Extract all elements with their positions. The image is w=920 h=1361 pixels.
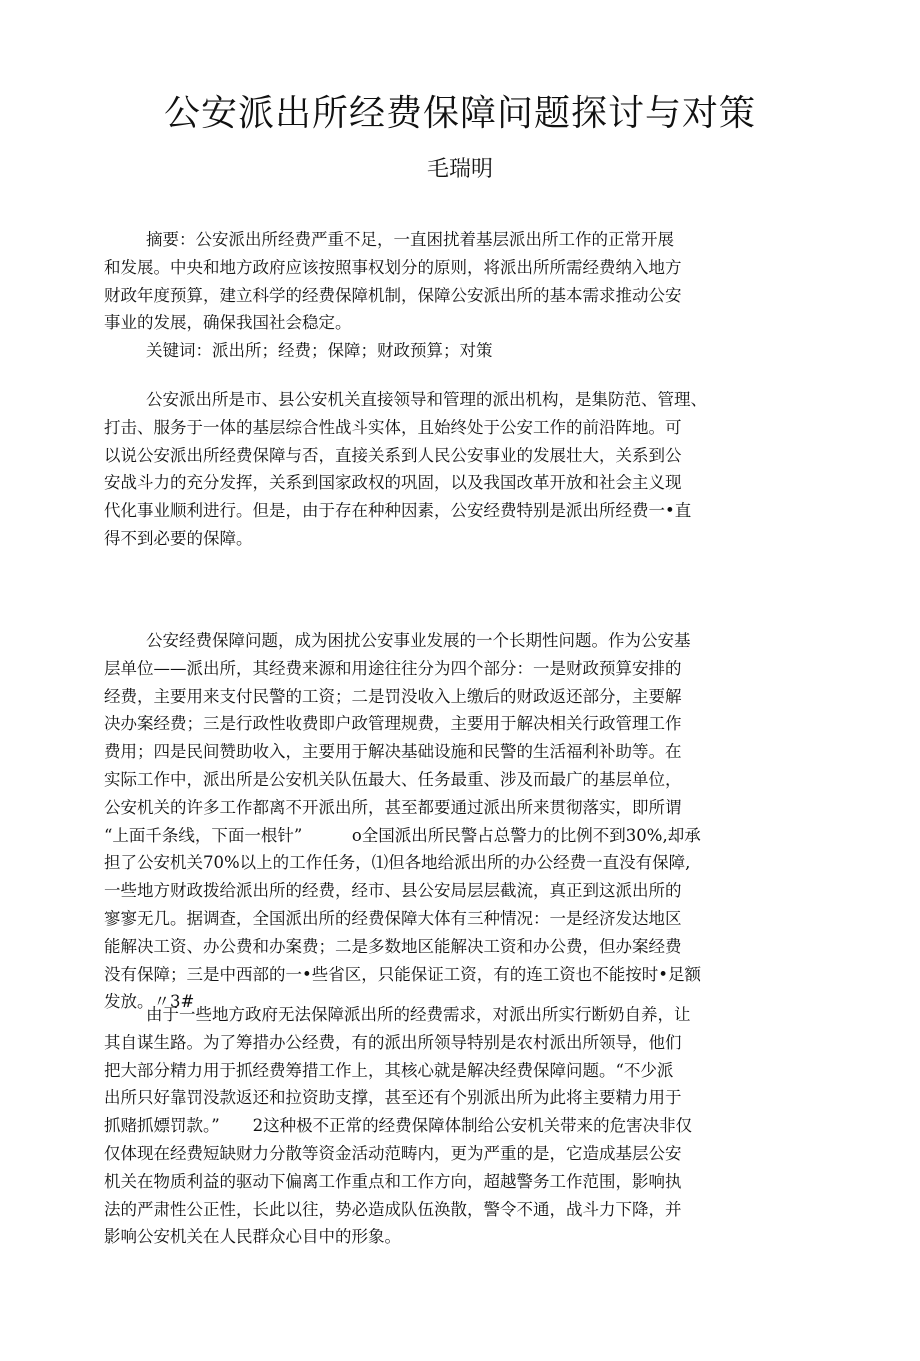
abstract-line: 事业的发展，确保我国社会稳定。: [104, 313, 352, 333]
paragraph-line: 仅体现在经费短缺财力分散等资金活动范畴内，更为严重的是，它造成基层公安: [104, 1143, 682, 1163]
paragraph-line: 决办案经费；三是行政性收费即户政管理规费，主要用于解决相关行政管理工作: [104, 714, 682, 734]
paragraph-line: 公安派出所是市、县公安机关直接领导和管理的派出机构，是集防范、管理、: [146, 390, 707, 409]
document-title: 公安派出所经费保障问题探讨与对策: [163, 93, 756, 134]
paragraph-line: 发放。〃3#: [104, 992, 195, 1012]
paragraph-line: 机关在物质利益的驱动下偏离工作重点和工作方向，超越警务工作范围，影响执: [104, 1171, 682, 1191]
paragraph-line: 公安机关的许多工作都离不开派出所，甚至都要通过派出所来贯彻落实，即所谓: [104, 797, 682, 817]
abstract-block: [104, 226, 820, 365]
paragraph-line: 得不到必要的保障。: [104, 528, 253, 548]
paragraph-line: 影响公安机关在人民群众心目中的形象。: [104, 1227, 401, 1247]
paragraph-3: [104, 1001, 820, 1251]
paragraph-line: 以说公安派出所经费保障与否，直接关系到人民公安事业的发展壮大，关系到公: [104, 445, 682, 465]
paragraph-line: 把大部分精力用于抓经费筹措工作上，其核心就是解决经费保障问题。“不少派: [104, 1060, 674, 1080]
paragraph-line: 费用；四是民间赞助收入，主要用于解决基础设施和民警的生活福利补助等。在: [104, 742, 682, 762]
author-name: 毛瑞明: [426, 157, 493, 182]
paragraph-line: 安战斗力的充分发挥，关系到国家政权的巩固，以及我国改革开放和社会主义现: [104, 473, 682, 493]
paragraph-line: 由于一些地方政府无法保障派出所的经费需求，对派出所实行断奶自养，让: [146, 1005, 691, 1024]
paragraph-line: 打击、服务于一体的基层综合性战斗实体，且始终处于公安工作的前沿阵地。可: [104, 417, 682, 437]
paragraph-line: 公安经费保障问题，成为困扰公安事业发展的一个长期性问题。作为公安基: [146, 631, 691, 650]
paragraph-line: 能解决工资、办公费和办案费；二是多数地区能解决工资和办公费，但办案经费: [104, 936, 682, 956]
paragraph-line: 层单位——派出所，其经费来源和用途往往分为四个部分：一是财政预算安排的: [104, 658, 682, 678]
paragraph-line: 没有保障；三是中西部的一•些省区，只能保证工资，有的连工资也不能按时•足额: [104, 964, 701, 984]
paragraph-line: “上面千条线，下面一根针” o全国派出所民警占总警力的比例不到30%,却承: [104, 825, 701, 845]
abstract-line: 摘要：公安派出所经费严重不足，一直困扰着基层派出所工作的正常开展: [146, 230, 674, 249]
paragraph-2: [104, 627, 820, 1016]
abstract-line: 财政年度预算，建立科学的经费保障机制，保障公安派出所的基本需求推动公安: [104, 285, 682, 305]
paragraph-line: 经费，主要用来支付民警的工资；二是罚没收入上缴后的财政返还部分，主要解: [104, 686, 682, 706]
paragraph-line: 出所只好靠罚没款返还和拉资助支撑，甚至还有个别派出所为此将主要精力用于: [104, 1088, 682, 1108]
paragraph-line: 法的严肃性公正性，长此以往，势必造成队伍涣散，警令不通，战斗力下降，并: [104, 1199, 682, 1219]
abstract-line: 和发展。中央和地方政府应该按照事权划分的原则，将派出所所需经费纳入地方: [104, 257, 682, 277]
paragraph-line: 寥寥无几。据调查，全国派出所的经费保障大体有三种情况：一是经济发达地区: [104, 908, 682, 928]
paragraph-line: 一些地方财政拨给派出所的经费，经市、县公安局层层截流，真正到这派出所的: [104, 881, 682, 901]
paragraph-line: 代化事业顺利进行。但是，由于存在种种因素，公安经费特别是派出所经费一•直: [104, 501, 692, 521]
paragraph-line: 实际工作中，派出所是公安机关队伍最大、任务最重、涉及而最广的基层单位，: [104, 769, 682, 789]
paragraph-line: 其自谋生路。为了筹措办公经费，有的派出所领导特别是农村派出所领导，他们: [104, 1032, 682, 1052]
keywords-line: 关键词：派出所；经费；保障；财政预算；对策: [146, 341, 493, 361]
paragraph-line: 担了公安机关70%以上的工作任务，⑴但各地给派出所的办公经费一直没有保障,: [104, 853, 691, 873]
paragraph-1: [104, 386, 820, 553]
paragraph-line: 抓赌抓嫖罚款。” 2这种极不正常的经费保障体制给公安机关带来的危害决非仅: [104, 1116, 693, 1136]
